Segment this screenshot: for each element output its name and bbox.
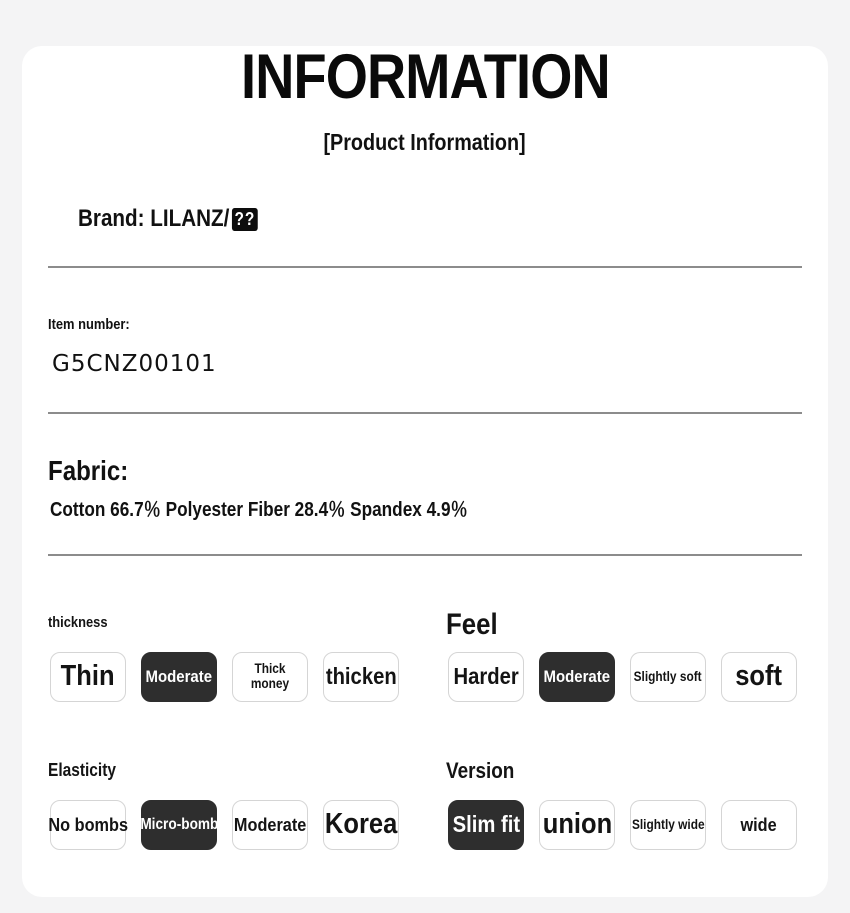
option-label: Slim fit [452, 811, 520, 838]
fabric-label: Fabric: [48, 455, 129, 486]
option-label: Slightly soft [634, 668, 702, 684]
option-label: Moderate [233, 813, 307, 835]
brand-label: Brand: LILANZ/ [78, 205, 230, 232]
option-thickness-thicken[interactable] [323, 652, 399, 702]
divider [48, 266, 802, 268]
thickness-group-label: thickness [48, 614, 108, 631]
brand-line [48, 204, 802, 234]
option-label: soft [735, 660, 783, 693]
option-group-feel [446, 598, 802, 702]
option-version-wide[interactable] [721, 800, 797, 850]
option-label: Micro-bomb [139, 816, 219, 834]
option-feel-slightly-soft[interactable] [630, 652, 706, 702]
option-label: Moderate [145, 666, 213, 686]
option-thickness-thin[interactable] [50, 652, 126, 702]
elasticity-options-row [48, 800, 446, 850]
item-number-label: Item number: [48, 316, 130, 333]
item-number-value: G5CNZ00101 [52, 351, 217, 377]
option-feel-moderate[interactable] [539, 652, 615, 702]
page-subtitle [48, 126, 802, 158]
option-thickness-moderate[interactable] [141, 652, 217, 702]
version-options-row [446, 800, 802, 850]
option-thickness-thick-money[interactable] [232, 652, 308, 702]
options-grid [48, 598, 802, 850]
feel-group-label: Feel [446, 608, 498, 641]
divider [48, 554, 802, 556]
fabric-composition: Cotton 66.7％ Polyester Fiber 28.4％ Spandex 4.9％ [50, 499, 468, 521]
option-feel-soft[interactable] [721, 652, 797, 702]
option-label: Thin [61, 660, 115, 693]
elasticity-group-label: Elasticity [48, 760, 116, 780]
option-version-union[interactable] [539, 800, 615, 850]
missing-glyph-box: ?? [232, 208, 258, 231]
option-feel-harder[interactable] [448, 652, 524, 702]
option-label: union [542, 808, 612, 841]
option-version-slightly-wide[interactable] [630, 800, 706, 850]
option-elasticity-moderate[interactable] [232, 800, 308, 850]
option-label: wide [740, 813, 778, 835]
option-elasticity-micro-bomb[interactable] [141, 800, 217, 850]
option-label: Thick money [250, 661, 290, 691]
option-label: Harder [453, 663, 519, 690]
option-group-elasticity [48, 752, 446, 850]
option-elasticity-no-bombs[interactable] [50, 800, 126, 850]
thickness-options-row [48, 652, 446, 702]
option-group-thickness [48, 598, 446, 702]
page-title-text: INFORMATION [240, 42, 610, 112]
option-label: Moderate [543, 666, 611, 686]
option-label: thicken [325, 663, 397, 690]
divider [48, 412, 802, 414]
version-group-label: Version [446, 758, 515, 783]
option-elasticity-korea[interactable] [323, 800, 399, 850]
option-label: Korea [324, 808, 398, 841]
page-title [48, 42, 802, 112]
product-info-card [22, 42, 828, 897]
page-subtitle-text: [Product Information] [323, 129, 527, 155]
option-label: Slightly wide [631, 816, 705, 832]
option-label: No bombs [48, 813, 128, 835]
option-group-version [446, 752, 802, 850]
feel-options-row [446, 652, 802, 702]
option-version-slim-fit[interactable] [448, 800, 524, 850]
